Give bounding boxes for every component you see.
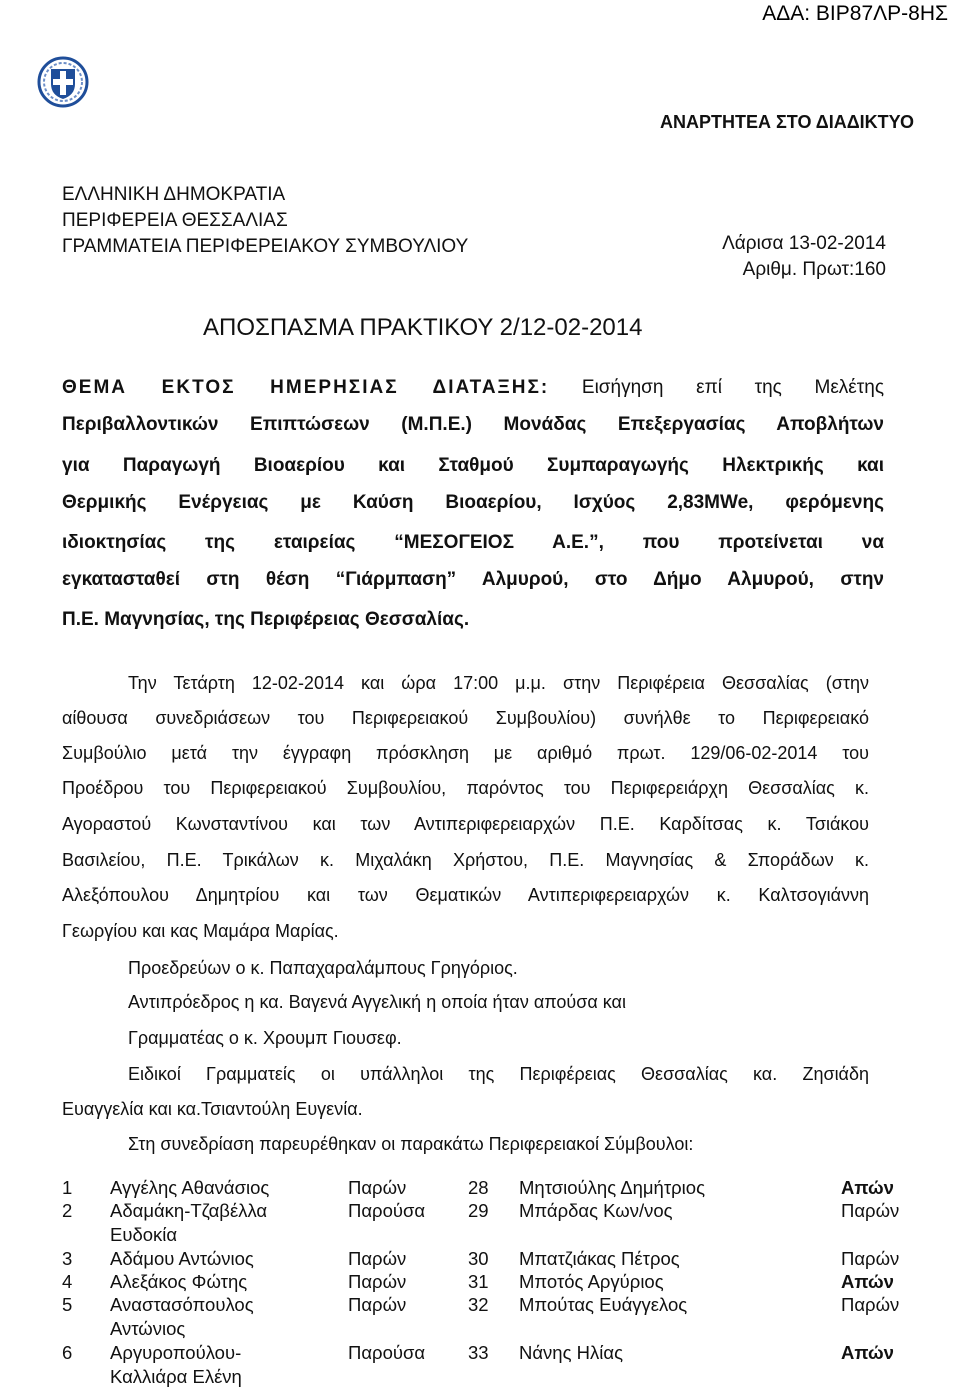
member-name: Μπατζιάκας Πέτρος [519, 1248, 680, 1269]
member-number: 33 [468, 1342, 489, 1363]
member-number: 6 [62, 1342, 73, 1363]
member-status: Παρών [348, 1177, 407, 1198]
member-status: Απών [841, 1177, 894, 1198]
member-number: 31 [468, 1271, 489, 1292]
protocol-number: Αριθμ. Πρωτ:160 [742, 259, 886, 280]
member-name: Μποτός Αργύριος [519, 1271, 664, 1292]
body-line-1: Την Τετάρτη 12-02-2014 και ώρα 17:00 μ.μ. στην Περιφέρεια Θεσσαλίας (στην [128, 673, 869, 693]
member-number: 1 [62, 1177, 73, 1198]
org-line-1: ΕΛΛΗΝΙΚΗ ΔΗΜΟΚΡΑΤΙΑ [62, 184, 286, 205]
attendance-row [0, 1294, 960, 1342]
publish-notice: ΑΝΑΡΤΗΤΕΑ ΣΤΟ ΔΙΑΔΙΚΤΥΟ [660, 112, 914, 132]
subject-line-5: ιδιοκτησίας της εταιρείας “ΜΕΣΟΓΕΙΟΣ Α.Ε.”, που προτείνεται να [62, 532, 884, 553]
body-line-5: Αγοραστού Κωνσταντίνου και των Αντιπεριφερειαρχών Π.Ε. Καρδίτσας κ. Τσιάκου [62, 814, 869, 834]
member-status: Παρών [348, 1271, 407, 1292]
member-name: Μπάρδας Κων/νος [519, 1200, 673, 1221]
secretary-line: Γραμματέας ο κ. Χρουμπ Γιουσεφ. [128, 1028, 402, 1048]
member-status: Παρών [841, 1248, 900, 1269]
member-status: Παρών [841, 1200, 900, 1221]
member-number: 3 [62, 1248, 73, 1269]
member-name: Αλεξάκος Φώτης [110, 1271, 248, 1292]
extract-title: ΑΠΟΣΠΑΣΜΑ ΠΡΑΚΤΙΚΟΥ 2/12-02-2014 [203, 314, 643, 341]
member-number: 30 [468, 1248, 489, 1269]
hellenic-emblem-icon [37, 56, 89, 108]
special-secretaries-line-2: Ευαγγελία και κα.Τσιαντούλη Ευγενία. [62, 1099, 363, 1119]
member-status: Παρούσα [348, 1200, 426, 1221]
member-name: Νάνης Ηλίας [519, 1342, 623, 1363]
member-name-cont: Αντώνιος [110, 1318, 186, 1339]
subject-line-4: Θερμικής Ενέργειας με Καύση Βιοαερίου, Ισχύος 2,83MWe, φερόμενης [62, 492, 884, 513]
attendance-row [0, 1177, 960, 1201]
member-number: 5 [62, 1294, 73, 1315]
attendance-row [0, 1271, 960, 1295]
member-name: Μητσιούλης Δημήτριος [519, 1177, 705, 1198]
member-status: Παρούσα [348, 1342, 426, 1363]
vice-chair-line: Αντιπρόεδρος η κα. Βαγενά Αγγελική η οποία ήταν απούσα και [128, 992, 626, 1012]
member-name: Αγγέλης Αθανάσιος [110, 1177, 270, 1198]
attendance-row [0, 1248, 960, 1272]
member-status: Απών [841, 1271, 894, 1292]
member-name: Αναστασόπουλος [110, 1294, 254, 1315]
document-date: Λάρισα 13-02-2014 [722, 233, 886, 254]
body-line-3: Συμβούλιο μετά την έγγραφη πρόσκληση με αριθμό πρωτ. 129/06-02-2014 του [62, 743, 869, 763]
member-name: Αργυροπούλου- [110, 1342, 242, 1363]
subject-line-1-text: Εισήγηση επί της Μελέτης [581, 377, 884, 398]
subject-line-3: για Παραγωγή Βιοαερίου και Σταθμού Συμπαραγωγής Ηλεκτρικής και [62, 455, 884, 476]
subject-line-7: Π.Ε. Μαγνησίας, της Περιφέρειας Θεσσαλίας. [62, 609, 470, 630]
member-status: Απών [841, 1342, 894, 1363]
member-status: Παρών [348, 1248, 407, 1269]
chair-line: Προεδρεύων ο κ. Παπαχαραλάμπους Γρηγόριος. [128, 958, 518, 978]
special-secretaries-line-1: Ειδικοί Γραμματείς οι υπάλληλοι της Περιφέρειας Θεσσαλίας κα. Ζησιάδη [128, 1064, 869, 1084]
member-number: 28 [468, 1177, 489, 1198]
member-status: Παρών [348, 1294, 407, 1315]
member-number: 32 [468, 1294, 489, 1315]
member-name: Μπούτας Ευάγγελος [519, 1294, 688, 1315]
subject-line-2: Περιβαλλοντικών Επιπτώσεων (Μ.Π.Ε.) Μονάδας Επεξεργασίας Αποβλήτων [62, 414, 884, 435]
member-status: Παρών [841, 1294, 900, 1315]
attendance-row [0, 1342, 960, 1390]
subject-line-1 [62, 377, 884, 399]
member-number: 29 [468, 1200, 489, 1221]
subject-line-6: εγκατασταθεί στη θέση “Γιάρμπαση” Αλμυρού, στο Δήμο Αλμυρού, στην [62, 569, 884, 590]
org-line-2: ΠΕΡΙΦΕΡΕΙΑ ΘΕΣΣΑΛΙΑΣ [62, 210, 288, 231]
body-line-2: αίθουσα συνεδριάσεων του Περιφερειακού Συμβουλίου) συνήλθε το Περιφερειακό [62, 708, 869, 728]
body-line-8: Γεωργίου και κας Μαμάρα Μαρίας. [62, 921, 339, 941]
member-number: 4 [62, 1271, 73, 1292]
body-line-4: Προέδρου του Περιφερειακού Συμβουλίου, παρόντος του Περιφερειάρχη Θεσσαλίας κ. [62, 778, 869, 798]
subject-label: ΘΕΜΑ ΕΚΤΟΣ ΗΜΕΡΗΣΙΑΣ ΔΙΑΤΑΞΗΣ: [62, 377, 550, 398]
body-line-7: Αλεξόπουλου Δημητρίου και των Θεματικών Αντιπεριφερειαρχών κ. Καλτσογιάννη [62, 885, 869, 905]
member-name-cont: Καλλιάρα Ελένη [110, 1366, 242, 1387]
org-line-3: ΓΡΑΜΜΑΤΕΙΑ ΠΕΡΙΦΕΡΕΙΑΚΟΥ ΣΥΜΒΟΥΛΙΟΥ [62, 236, 469, 257]
attendance-intro: Στη συνεδρίαση παρευρέθηκαν οι παρακάτω Περιφερειακοί Σύμβουλοι: [128, 1134, 694, 1154]
body-line-6: Βασιλείου, Π.Ε. Τρικάλων κ. Μιχαλάκη Χρήστου, Π.Ε. Μαγνησίας & Σποράδων κ. [62, 850, 869, 870]
attendance-row [0, 1200, 960, 1248]
ada-code: ΑΔΑ: ΒΙΡ87ΛΡ-8ΗΣ [762, 2, 948, 25]
member-name-cont: Ευδοκία [110, 1224, 178, 1245]
member-number: 2 [62, 1200, 73, 1221]
member-name: Αδαμάκη-Τζαβέλλα [110, 1200, 268, 1221]
member-name: Αδάμου Αντώνιος [110, 1248, 254, 1269]
